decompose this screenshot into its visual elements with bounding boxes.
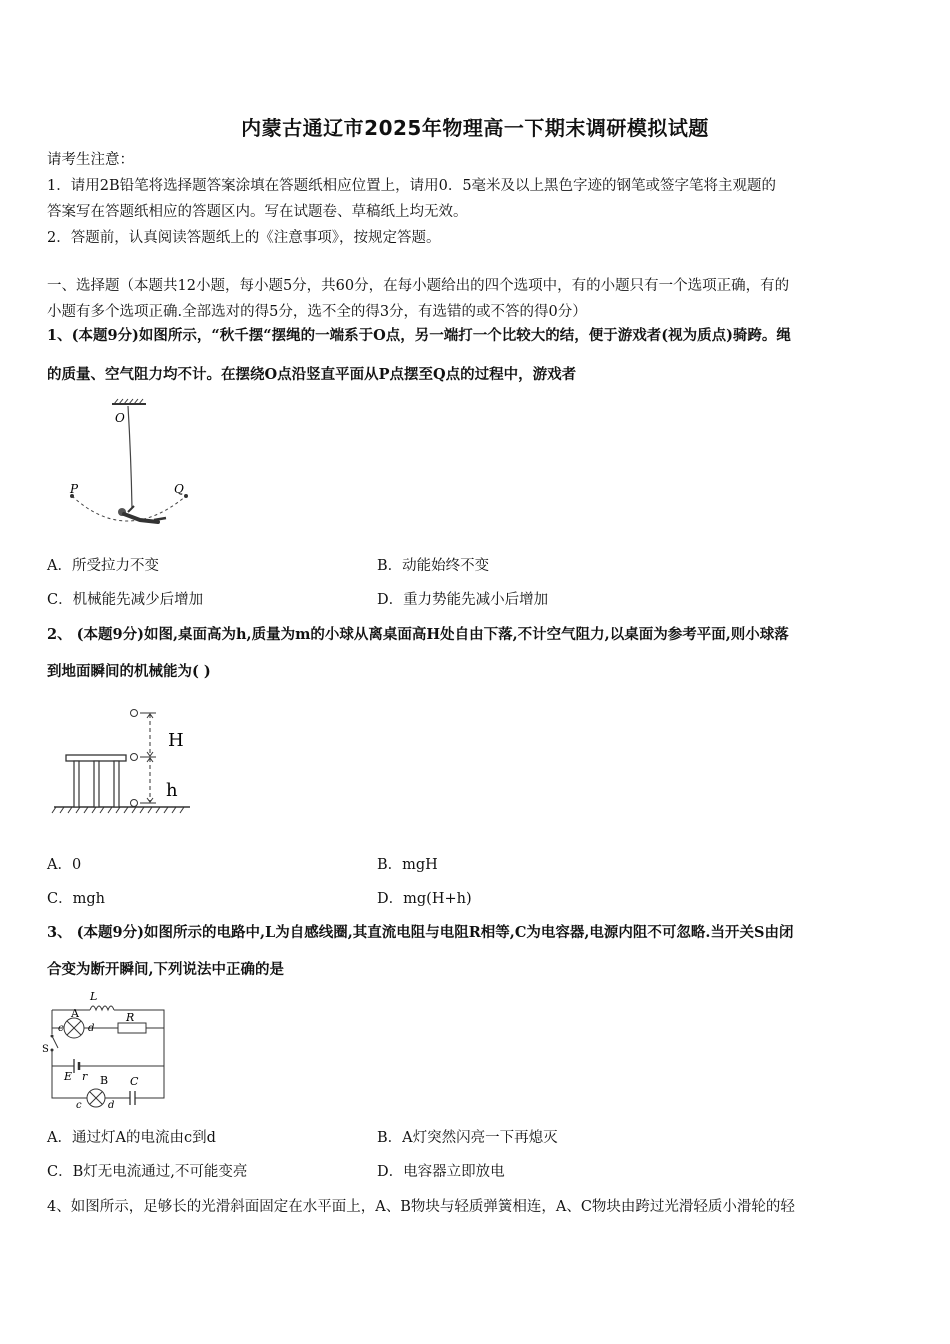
q1-label-p: P: [70, 482, 79, 496]
q3-label-R: R: [126, 1011, 135, 1024]
q3-label-c-top: c: [58, 1023, 64, 1034]
q2-option-a[interactable]: A．0: [47, 857, 82, 873]
q3-label-L: L: [90, 990, 98, 1003]
q3-option-a[interactable]: A．通过灯A的电流由c到d: [47, 1130, 216, 1146]
q2-option-c[interactable]: C．mgh: [47, 891, 105, 907]
person-figure: [118, 506, 166, 522]
notice-heading: 请考生注意：: [47, 152, 134, 168]
notice-line-3: 2．答题前，认真阅读答题纸上的《注意事项》，按规定答题。: [47, 230, 441, 246]
q3-label-S: S: [42, 1044, 49, 1055]
q1-option-d[interactable]: D．重力势能先减小后增加: [377, 592, 549, 608]
q3-stem-line-2: 合变为断开瞬间,下列说法中正确的是: [47, 961, 285, 978]
section-line-2: 小题有多个选项正确.全部选对的得5分，选不全的得3分，有选错的或不答的得0分）: [47, 304, 587, 320]
q1-stem-line-2: 的质量、空气阻力均不计。在摆绕O点沿竖直平面从P点摆至Q点的过程中，游戏者: [47, 366, 577, 383]
q2-stem-line-2: 到地面瞬间的机械能为( ): [47, 663, 211, 680]
q3-label-C: C: [130, 1075, 139, 1088]
notice-line-2: 答案写在答题纸相应的答题区内。写在试题卷、草稿纸上均无效。: [47, 204, 468, 220]
notice-line-1: 1．请用2B铅笔将选择题答案涂填在答题纸相应位置上，请用0．5毫米及以上黑色字迹的钢笔或签字笔将主观题的: [47, 178, 777, 194]
q3-label-c-bottom: c: [76, 1100, 82, 1111]
q2-option-d[interactable]: D．mg(H+h): [377, 891, 472, 907]
q1-swing-figure: [58, 396, 208, 546]
q1-stem-line-1: 1、(本题9分)如图所示，“秋千摆“摆绳的一端系于O点，另一端打一个比较大的结，便于游戏者(视为质点)骑跨。绳: [47, 327, 791, 344]
q3-label-B: B: [100, 1074, 109, 1087]
q3-stem-line-1: 3、 (本题9分)如图所示的电路中,L为自感线圈,其直流电阻与电阻R相等,C为电容器,电源内阻不可忽略.当开关S由闭: [47, 924, 794, 941]
q3-label-E: E: [64, 1070, 73, 1083]
q3-label-d-bottom: d: [108, 1100, 115, 1111]
q3-circuit-figure: [38, 988, 178, 1113]
q3-label-A: A: [71, 1007, 79, 1020]
q1-option-b[interactable]: B．动能始终不变: [377, 558, 490, 574]
q3-option-d[interactable]: D．电容器立即放电: [377, 1164, 505, 1180]
q3-label-r: r: [82, 1070, 88, 1083]
q2-stem-line-1: 2、 (本题9分)如图,桌面高为h,质量为m的小球从离桌面高H处自由下落,不计空气阻力,以桌面为参考平面,则小球落: [47, 626, 789, 643]
q2-table-figure: [50, 700, 200, 820]
q1-option-a[interactable]: A．所受拉力不变: [47, 558, 159, 574]
q3-label-d-top: d: [88, 1023, 95, 1034]
page-title: 内蒙古通辽市2025年物理高一下期末调研模拟试题: [241, 116, 709, 140]
q1-label-q: Q: [174, 482, 184, 496]
q2-label-h: h: [166, 780, 178, 801]
q2-label-H: H: [168, 730, 184, 751]
q3-option-b[interactable]: B．A灯突然闪亮一下再熄灭: [377, 1130, 558, 1146]
q1-label-o: O: [115, 411, 125, 425]
q1-option-c[interactable]: C．机械能先减少后增加: [47, 592, 204, 608]
section-line-1: 一、选择题（本题共12小题，每小题5分，共60分，在每小题给出的四个选项中，有的小题只有一个选项正确，有的: [47, 278, 790, 294]
q2-option-b[interactable]: B．mgH: [377, 857, 438, 873]
q3-option-c[interactable]: C．B灯无电流通过,不可能变亮: [47, 1164, 248, 1180]
q4-stem-line-1: 4、如图所示，足够长的光滑斜面固定在水平面上，A、B物块与轻质弹簧相连，A、C物块由跨过光滑轻质小滑轮的轻: [47, 1199, 795, 1215]
